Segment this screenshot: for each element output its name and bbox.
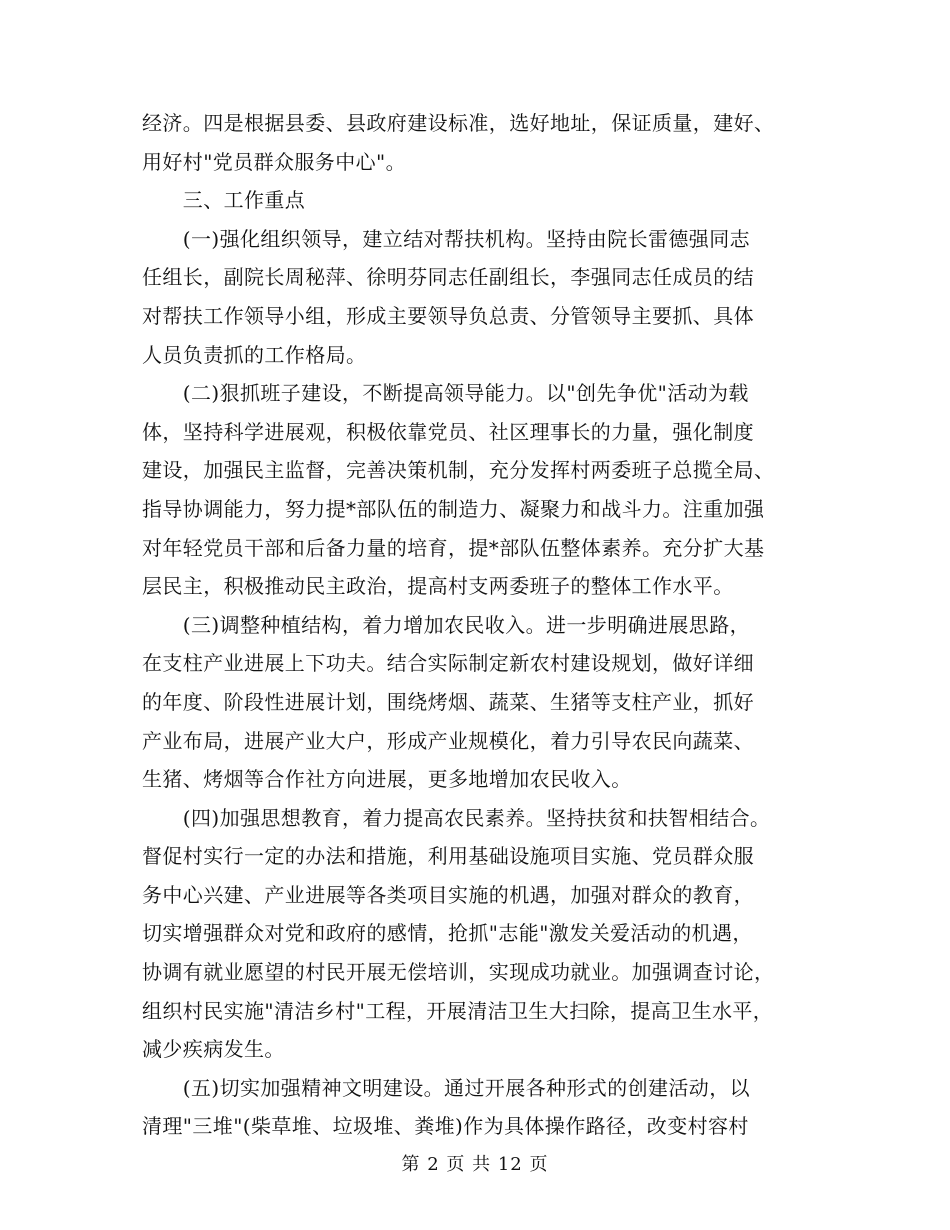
text-line: 用好村"党员群众服务中心"。: [142, 149, 406, 174]
text-line: 指导协调能力，努力提*部队伍的制造力、凝聚力和战斗力。注重加强: [142, 496, 765, 521]
text-line: 切实增强群众对党和政府的感情，抢抓"志能"激发关爱活动的机遇，: [142, 921, 753, 946]
text-line: 建设，加强民主监督，完善决策机制，充分发挥村两委班子总揽全局、: [142, 458, 775, 483]
text-line: (四)加强思想教育，着力提高农民素养。坚持扶贫和扶智相结合。: [142, 805, 771, 830]
text-line: 督促村实行一定的办法和措施，利用基础设施项目实施、党员群众服: [142, 844, 754, 869]
text-line: 组织村民实施"清洁乡村"工程，开展清洁卫生大扫除，提高卫生水平，: [142, 998, 774, 1023]
text-line: (一)强化组织领导，建立结对帮扶机构。坚持由院长雷德强同志: [142, 226, 751, 251]
text-line: (三)调整种植结构，着力增加农民收入。进一步明确进展思路，: [142, 612, 751, 637]
text-line: 产业布局，进展产业大户，形成产业规模化，着力引导农民向蔬菜、: [142, 728, 754, 753]
page-number-footer: 第 2 页 共 12 页: [401, 1154, 549, 1175]
text-line: 经济。四是根据县委、县政府建设标准，选好地址，保证质量，建好、: [142, 111, 775, 135]
text-line: 务中心兴建、产业进展等各类项目实施的机遇，加强对群众的教育，: [142, 882, 754, 907]
text-line: (二)狠抓班子建设，不断提高领导能力。以"创先争优"活动为载: [142, 381, 749, 406]
text-line: 清理"三堆"(柴草堆、垃圾堆、粪堆)作为具体操作路径，改变村容村: [142, 1114, 749, 1139]
section-heading: 三、工作重点: [142, 188, 306, 213]
text-line: (五)切实加强精神文明建设。通过开展各种形式的创建活动，以: [142, 1075, 751, 1100]
document-body: [142, 104, 822, 1146]
text-line: 对帮扶工作领导小组，形成主要领导负总责、分管领导主要抓、具体: [142, 303, 754, 328]
text-line: 体，坚持科学进展观，积极依靠党员、社区理事长的力量，强化制度: [142, 419, 754, 444]
text-line: 层民主，积极推动民主政治，提高村支两委班子的整体工作水平。: [142, 574, 734, 599]
text-line: 任组长，副院长周秘萍、徐明芬同志任副组长，李强同志任成员的结: [142, 265, 754, 290]
text-line: 的年度、阶段性进展计划，围绕烤烟、蔬菜、生猪等支柱产业，抓好: [142, 689, 754, 714]
text-line: 协调有就业愿望的村民开展无偿培训，实现成功就业。加强调查讨论，: [142, 960, 775, 985]
text-line: 生猪、烤烟等合作社方向进展，更多地增加农民收入。: [142, 767, 632, 792]
text-line: 在支柱产业进展上下功夫。结合实际制定新农村建设规划，做好详细: [142, 651, 754, 676]
text-line: 对年轻党员干部和后备力量的培育，提*部队伍整体素养。充分扩大基: [142, 535, 765, 560]
text-line: 人员负责抓的工作格局。: [142, 342, 367, 367]
text-line: 减少疾病发生。: [142, 1037, 285, 1062]
